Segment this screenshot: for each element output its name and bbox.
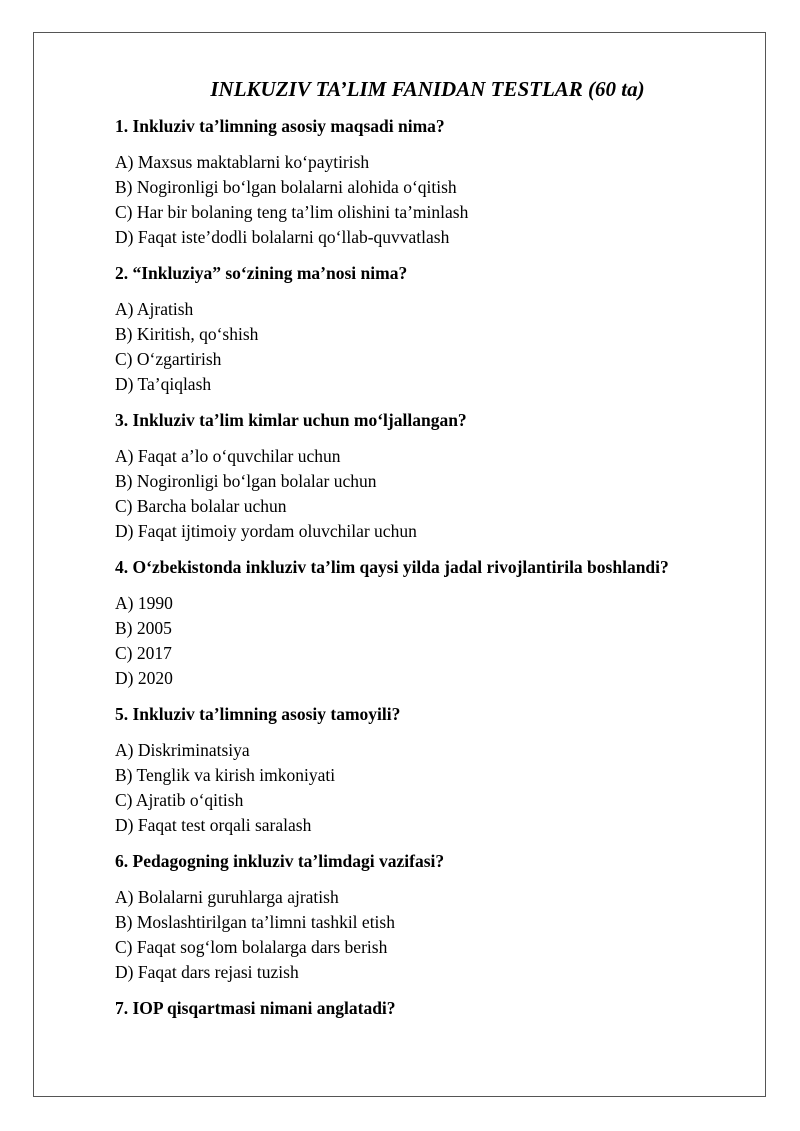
answer-option-d: D) Ta’qiqlash <box>115 374 212 394</box>
question-text: 6. Pedagogning inkluziv ta’limdagi vazifasi? <box>115 851 445 871</box>
question-6 <box>115 849 755 985</box>
question-text: 1. Inkluziv ta’limning asosiy maqsadi nima? <box>115 116 445 136</box>
question-4 <box>115 555 755 691</box>
answer-options <box>115 738 755 838</box>
answer-option-d: D) Faqat iste’dodli bolalarni qoʻllab-quvvatlash <box>115 227 450 247</box>
answer-option-a: A) Maxsus maktablarni koʻpaytirish <box>115 152 370 172</box>
answer-options <box>115 297 755 397</box>
answer-option-c: C) 2017 <box>115 643 172 663</box>
answer-option-b: B) Kiritish, qoʻshish <box>115 324 259 344</box>
answer-option-d: D) Faqat dars rejasi tuzish <box>115 962 299 982</box>
answer-options <box>115 591 755 691</box>
answer-option-c: C) Oʻzgartirish <box>115 349 222 369</box>
question-text: 2. “Inkluziya” soʻzining ma’nosi nima? <box>115 263 408 283</box>
answer-option-b: B) 2005 <box>115 618 172 638</box>
answer-option-a: A) 1990 <box>115 593 173 613</box>
question-text: 5. Inkluziv ta’limning asosiy tamoyili? <box>115 704 401 724</box>
answer-option-c: C) Har bir bolaning teng ta’lim olishini ta’minlash <box>115 202 469 222</box>
answer-option-b: B) Tenglik va kirish imkoniyati <box>115 765 336 785</box>
answer-option-a: A) Faqat a’lo oʻquvchilar uchun <box>115 446 341 466</box>
document-title: INLKUZIV TA’LIM FANIDAN TESTLAR (60 ta) <box>210 77 645 101</box>
answer-options <box>115 885 755 985</box>
question-3 <box>115 408 755 544</box>
answer-option-a: A) Diskriminatsiya <box>115 740 250 760</box>
question-text: 4. Oʻzbekistonda inkluziv ta’lim qaysi yilda jadal rivojlantirila boshlandi? <box>115 557 669 577</box>
question-text: 3. Inkluziv ta’lim kimlar uchun moʻljallangan? <box>115 410 467 430</box>
answer-options <box>115 444 755 544</box>
answer-options <box>115 150 755 250</box>
answer-option-b: B) Nogironligi boʻlgan bolalar uchun <box>115 471 377 491</box>
question-text: 7. IOP qisqartmasi nimani anglatadi? <box>115 998 396 1018</box>
answer-option-c: C) Faqat sogʻlom bolalarga dars berish <box>115 937 388 957</box>
answer-option-a: A) Bolalarni guruhlarga ajratish <box>115 887 339 907</box>
question-5 <box>115 702 755 838</box>
question-2 <box>115 261 755 397</box>
answer-option-a: A) Ajratish <box>115 299 194 319</box>
question-7 <box>115 996 755 1020</box>
questions-list <box>115 114 755 1032</box>
answer-option-b: B) Moslashtirilgan ta’limni tashkil etish <box>115 912 395 932</box>
answer-option-d: D) Faqat ijtimoiy yordam oluvchilar uchun <box>115 521 417 541</box>
answer-option-b: B) Nogironligi boʻlgan bolalarni alohida oʻqitish <box>115 177 457 197</box>
answer-option-d: D) Faqat test orqali saralash <box>115 815 312 835</box>
question-1 <box>115 114 755 250</box>
answer-option-c: C) Barcha bolalar uchun <box>115 496 287 516</box>
answer-option-d: D) 2020 <box>115 668 173 688</box>
answer-option-c: C) Ajratib oʻqitish <box>115 790 244 810</box>
